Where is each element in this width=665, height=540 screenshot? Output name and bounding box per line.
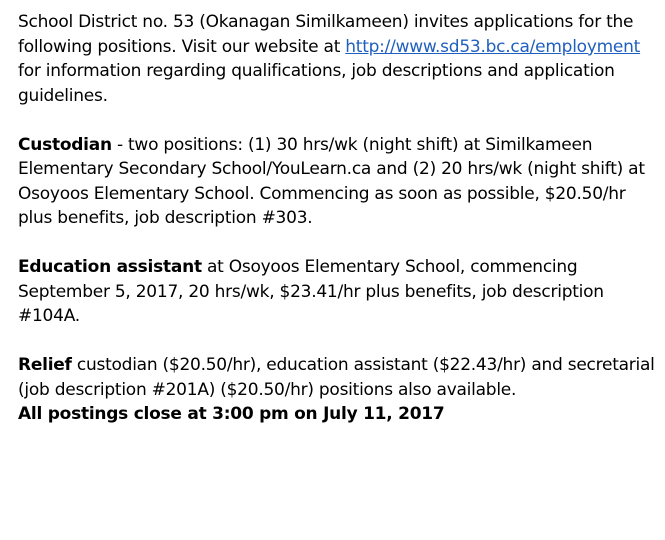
education-assistant-paragraph bbox=[18, 255, 661, 329]
education-assistant-body: at Osoyoos Elementary School, commencing September 5, 2017, 20 hrs/wk, $23.41/hr plus benefits, job description #104A. bbox=[18, 257, 604, 326]
paragraph-spacer bbox=[18, 231, 661, 256]
education-assistant-heading: Education assistant bbox=[18, 257, 202, 277]
relief-heading: Relief bbox=[18, 355, 72, 375]
paragraph-spacer bbox=[18, 329, 661, 354]
paragraph-spacer bbox=[18, 108, 661, 133]
custodian-paragraph bbox=[18, 133, 661, 231]
custodian-body: - two positions: (1) 30 hrs/wk (night shift) at Similkameen Elementary Secondary School/YouLearn.ca and (2) 20 hrs/wk (night shift) at Osoyoos Elementary School. Commencing as soon as possible, $20.50/hr plus benefits, job description #303. bbox=[18, 134, 645, 228]
relief-paragraph bbox=[18, 353, 661, 402]
employment-link[interactable]: http://www.sd53.bc.ca/employment bbox=[345, 36, 641, 57]
intro-text-before-link: School District no. 53 (Okanagan Similkameen) invites applications for the following positions. Visit our website at bbox=[18, 12, 634, 57]
custodian-heading: Custodian bbox=[18, 134, 112, 155]
relief-body: custodian ($20.50/hr), education assistant ($22.43/hr) and secretarial (job description #201A) ($20.50/hr) positions also available. bbox=[18, 355, 655, 400]
intro-text-after-link: for information regarding qualifications, job descriptions and application guidelines. bbox=[18, 61, 615, 106]
closing-notice: All postings close at 3:00 pm on July 11, 2017 bbox=[18, 404, 445, 424]
intro-paragraph bbox=[18, 10, 661, 108]
